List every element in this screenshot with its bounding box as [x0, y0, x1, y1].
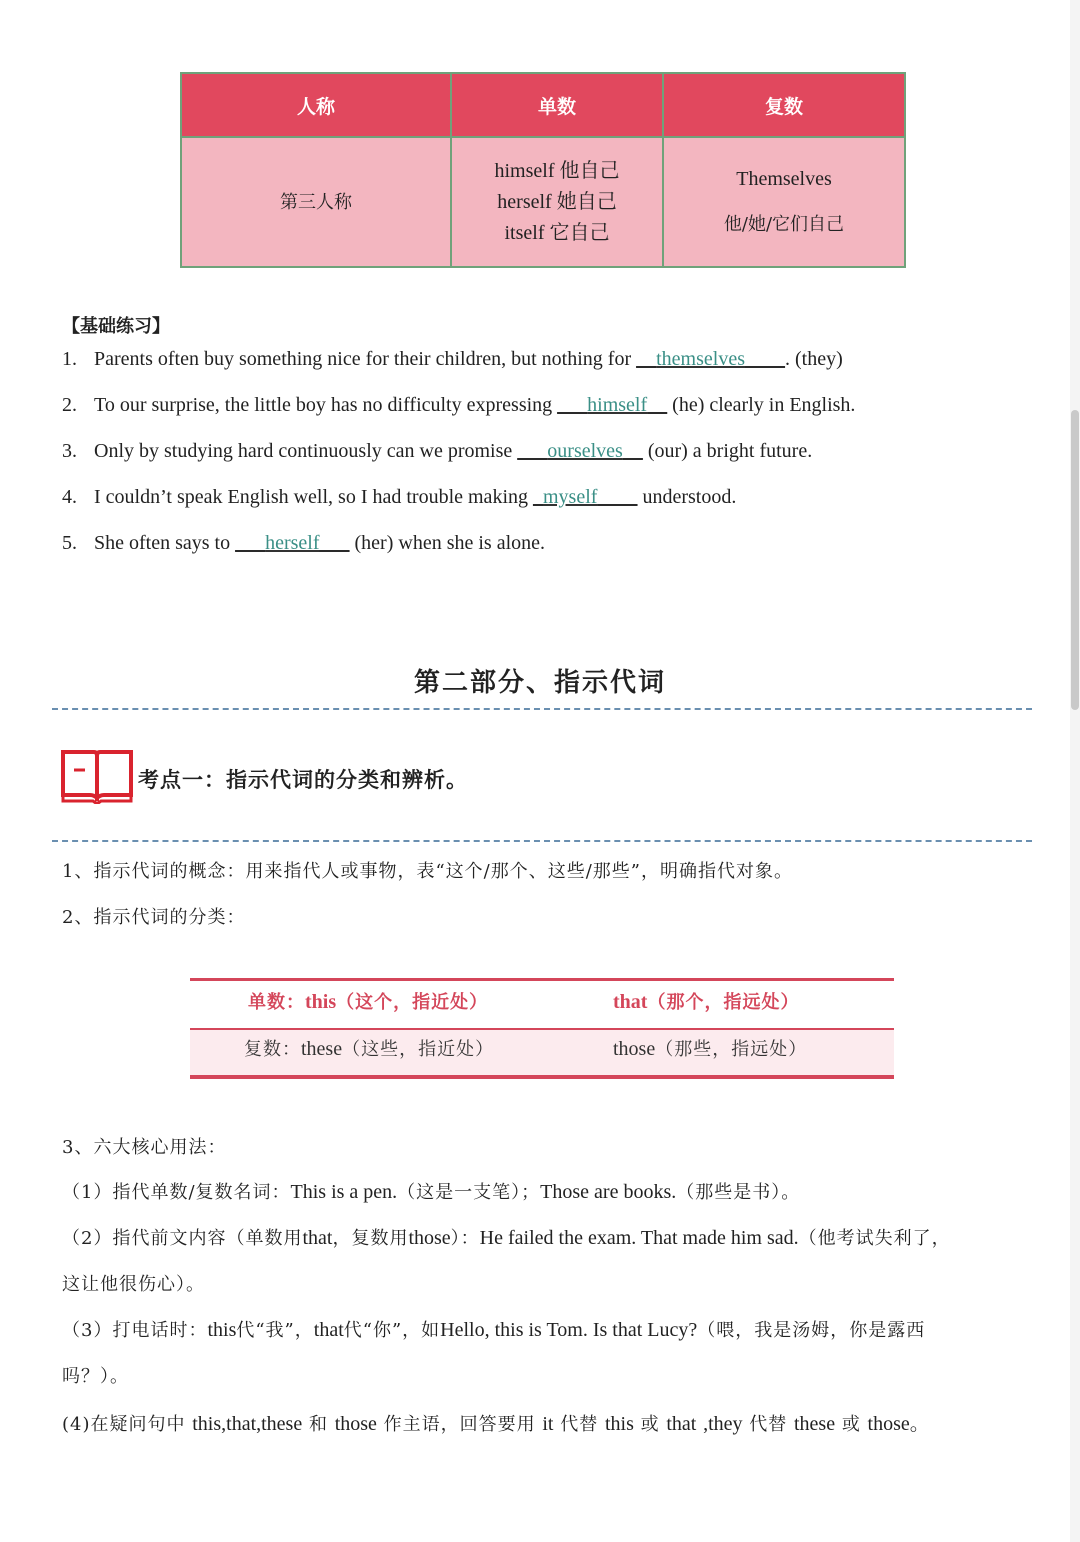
exercise-5: 5. She often says to ___herself___ (her) when she is alone. — [62, 532, 546, 554]
usage-2: （2）指代前文内容（单数用that，复数用those）：He failed the exam. That made him sad.（他考试失利了， — [62, 1227, 951, 1249]
divider-top — [52, 708, 1032, 710]
reflexive-pronoun-table — [180, 72, 906, 268]
concept-line: 1、指示代词的概念：用来指代人或事物，表“这个/那个、这些/那些”，明确指代对象。 — [62, 861, 793, 882]
cell-person: 第三人称 — [181, 137, 451, 267]
header-that: that（那个，指远处） — [613, 991, 800, 1013]
usage-1: （1）指代单数/复数名词：This is a pen.（这是一支笔）；Those are books.（那些是书）。 — [62, 1181, 801, 1203]
point-title: 考点一：指示代词的分类和辨析。 — [138, 767, 468, 792]
answer-5: herself — [265, 532, 320, 554]
cell-those: those（那些，指远处） — [613, 1038, 808, 1060]
usage-3-cont: 吗？）。 — [62, 1366, 129, 1387]
plural-en: Themselves — [736, 168, 832, 190]
header-singular: 单数 — [451, 73, 663, 137]
exercise-4: 4. I couldn’t speak English well, so I had trouble making _myself____ understood. — [62, 486, 737, 508]
demonstrative-table — [190, 978, 894, 1080]
cell-plural — [663, 137, 905, 267]
plural-cn: 他/她/它们自己 — [723, 214, 845, 235]
book-icon — [60, 748, 134, 804]
answer-4: myself — [543, 486, 598, 508]
usage-4: (4)在疑问句中 this,that,these 和 those 作主语，回答要用 it 代替 this 或 that ,they 代替 these 或 those。 — [62, 1413, 930, 1435]
singular-himself: himself 他自己 — [494, 159, 620, 182]
usage-2-cont: 这让他很伤心）。 — [62, 1274, 205, 1295]
cell-plural-these: 复数：these（这些，指近处） — [244, 1038, 495, 1060]
part2-title: 第二部分、指示代词 — [413, 668, 666, 698]
practice-label: 【基础练习】 — [62, 316, 170, 337]
exercise-1: 1. Parents often buy something nice for their children, but nothing for __themselves____. (they) — [62, 348, 843, 370]
divider-bottom — [52, 840, 1032, 842]
exercise-3: 3. Only by studying hard continuously can we promise ___ourselves__ (our) a bright future. — [62, 440, 813, 462]
header-plural: 复数 — [663, 73, 905, 137]
classification-line: 2、指示代词的分类： — [62, 907, 246, 928]
answer-1: themselves — [656, 348, 745, 370]
singular-herself: herself 她自己 — [497, 190, 617, 213]
usage-heading: 3、六大核心用法： — [62, 1137, 227, 1158]
answer-3: ourselves — [547, 440, 623, 462]
header-person: 人称 — [181, 73, 451, 137]
scrollbar-track[interactable] — [1070, 0, 1080, 1542]
usage-3: （3）打电话时：this代“我”，that代“你”，如Hello, this is Tom. Is that Lucy?（喂，我是汤姆，你是露西 — [62, 1319, 926, 1341]
exercise-2: 2. To our surprise, the little boy has no difficulty expressing ___himself__ (he) clearly in English. — [62, 394, 856, 416]
singular-itself: itself 它自己 — [504, 221, 610, 244]
header-singular-this: 单数：this（这个，指近处） — [248, 991, 489, 1013]
answer-2: himself — [587, 394, 648, 416]
cell-singular — [451, 137, 663, 267]
